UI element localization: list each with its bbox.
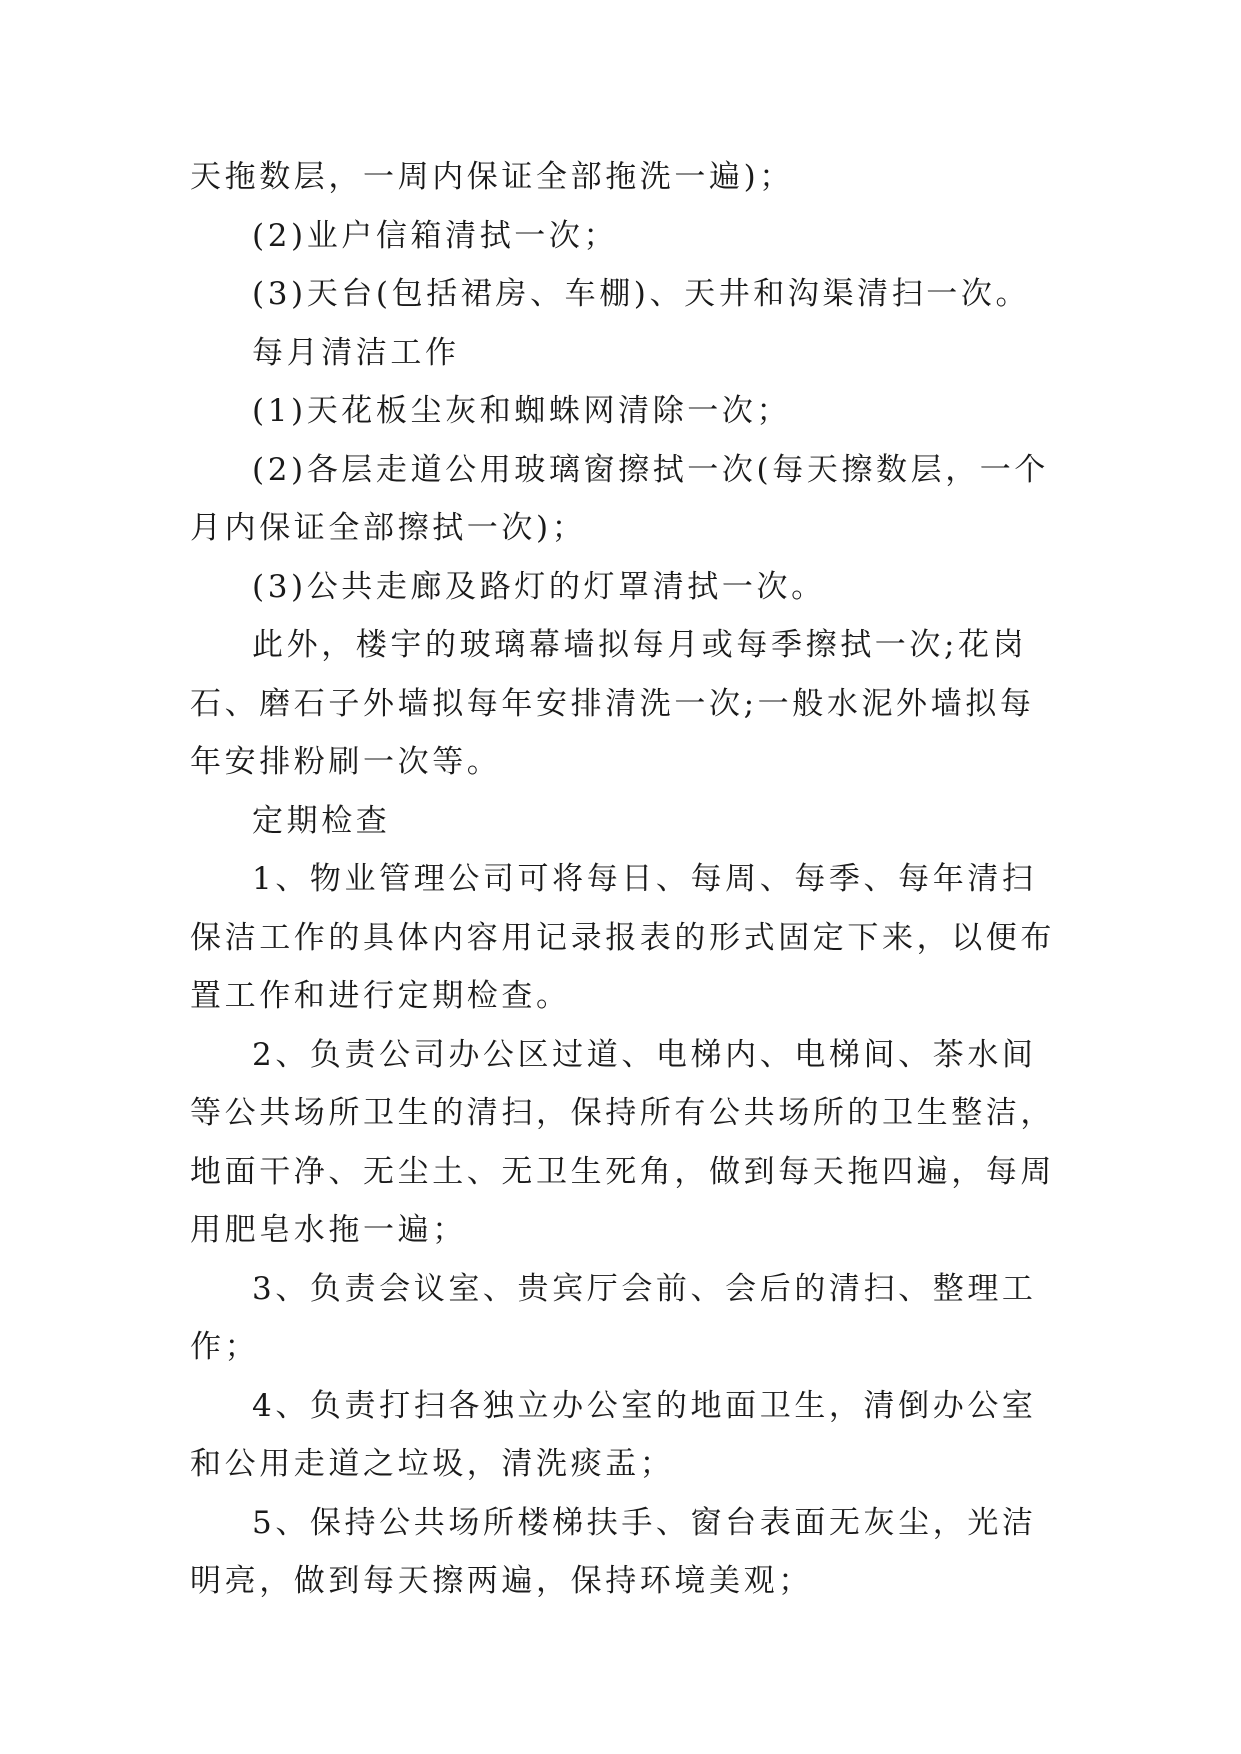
paragraph: 1、物业管理公司可将每日、每周、每季、每年清扫保洁工作的具体内容用记录报表的形式固定下来，以便布置工作和进行定期检查。 bbox=[190, 861, 1055, 1014]
paragraph: 3、负责会议室、贵宾厅会前、会后的清扫、整理工作； bbox=[190, 1270, 1037, 1365]
paragraph: (1)天花板尘灰和蜘蛛网清除一次； bbox=[252, 393, 792, 429]
section-heading: 定期检查 bbox=[252, 802, 391, 839]
section-heading: 每月清洁工作 bbox=[252, 334, 460, 371]
paragraph: 4、负责打扫各独立办公室的地面卫生，清倒办公室和公用走道之垃圾，清洗痰盂； bbox=[190, 1387, 1037, 1482]
paragraph: 2、负责公司办公区过道、电梯内、电梯间、茶水间等公共场所卫生的清扫，保持所有公共场所的卫生整洁，地面干净、无尘土、无卫生死角，做到每天拖四遍，每周用肥皂水拖一遍； bbox=[190, 1036, 1055, 1248]
paragraph: (3)天台(包括裙房、车棚)、天井和沟渠清扫一次。 bbox=[252, 276, 1031, 312]
paragraph: 5、保持公共场所楼梯扶手、窗台表面无灰尘，光洁明亮，做到每天擦两遍，保持环境美观； bbox=[190, 1504, 1037, 1599]
paragraph: 此外，楼宇的玻璃幕墙拟每月或每季擦拭一次;花岗石、磨石子外墙拟每年安排清洗一次;一般水泥外墙拟每年安排粉刷一次等。 bbox=[190, 627, 1035, 780]
paragraph: (3)公共走廊及路灯的灯罩清拭一次。 bbox=[252, 568, 826, 605]
paragraph: (2)业户信箱清拭一次； bbox=[252, 217, 619, 254]
paragraph: (2)各层走道公用玻璃窗擦拭一次(每天擦数层，一个月内保证全部擦拭一次)； bbox=[190, 451, 1050, 546]
paragraph: 天拖数层，一周内保证全部拖洗一遍)； bbox=[190, 159, 794, 195]
document-body bbox=[190, 148, 1060, 1611]
